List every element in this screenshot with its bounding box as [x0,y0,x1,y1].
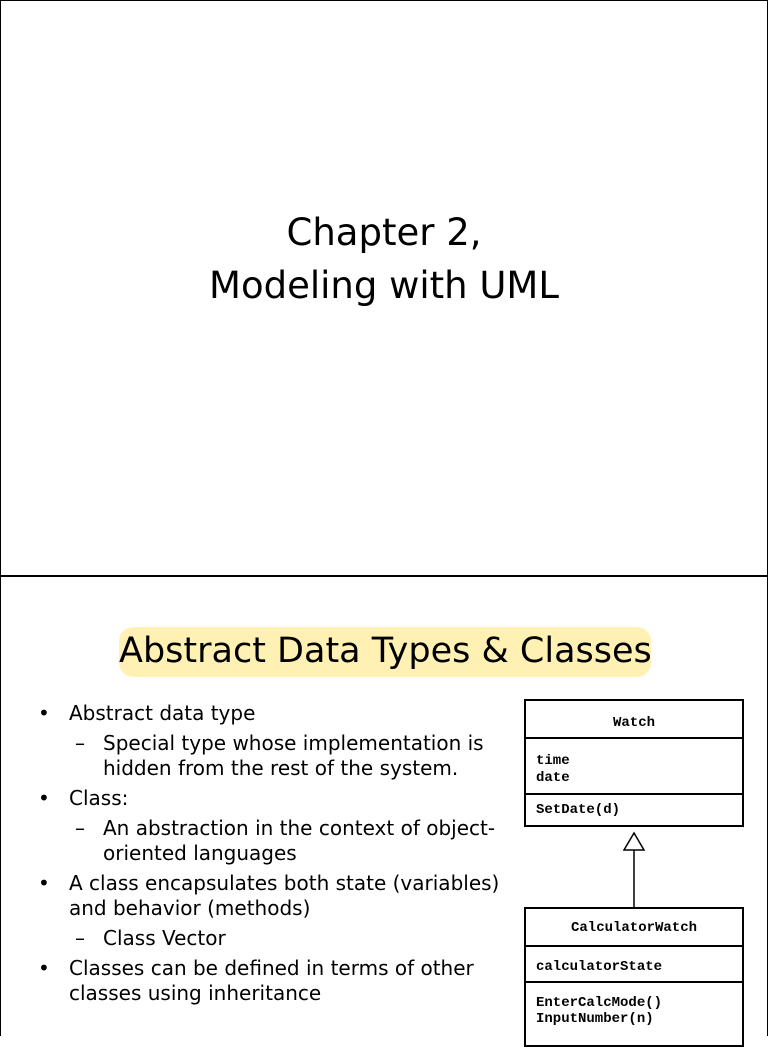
bullet-item [1,871,521,921]
uml-operation: SetDate(d) [536,802,621,818]
uml-class-calculatorwatch [524,907,744,1047]
slide-2 [0,576,768,1036]
sub-bullet-text: Class Vector [103,926,226,950]
bullet-text: Classes can be defined in terms of other classes using inheritance [69,956,474,1005]
bullet-mark: • [38,956,50,980]
sub-bullet-text: An abstraction in the context of object-oriented languages [103,816,496,865]
sub-bullet-item [1,731,521,781]
sub-bullet-mark: – [75,926,85,950]
bullet-mark: • [38,871,50,895]
bullet-text: A class encapsulates both state (variables) and behavior (methods) [69,871,500,920]
bullet-item [1,786,521,811]
bullet-text: Class: [69,786,129,810]
sub-bullet-item [1,926,521,951]
uml-attributes [526,945,742,981]
uml-attribute: date [536,770,570,786]
uml-operations [526,981,742,1027]
bullet-mark: • [38,786,50,810]
generalization-arrowhead [624,833,644,850]
sub-bullet-item [1,816,521,866]
bullet-list [1,701,521,1011]
chapter-title-line-1: Chapter 2, [286,211,482,254]
sub-bullet-text: Special type whose implementation is hidden from the rest of the system. [103,731,484,780]
sub-bullet-mark: – [75,816,85,840]
generalization-arrow [601,831,669,909]
uml-class-name: Watch [612,715,655,731]
uml-class-name: CalculatorWatch [570,920,698,936]
bullet-mark: • [38,701,50,725]
uml-operation: InputNumber(n) [536,1011,654,1027]
uml-attribute: calculatorState [536,959,663,975]
uml-operations [526,793,742,825]
bullet-item [1,956,521,1006]
slide-title: Abstract Data Types & Classes [119,627,651,677]
sub-bullet-mark: – [75,731,85,755]
uml-class-watch [524,699,744,827]
chapter-title-line-2: Modeling with UML [209,264,559,307]
chapter-title [1,206,767,312]
uml-operation: EnterCalcMode() [536,995,663,1011]
bullet-text: Abstract data type [69,701,256,725]
uml-attribute: time [536,753,570,769]
uml-attributes [526,737,742,793]
bullet-item [1,701,521,726]
